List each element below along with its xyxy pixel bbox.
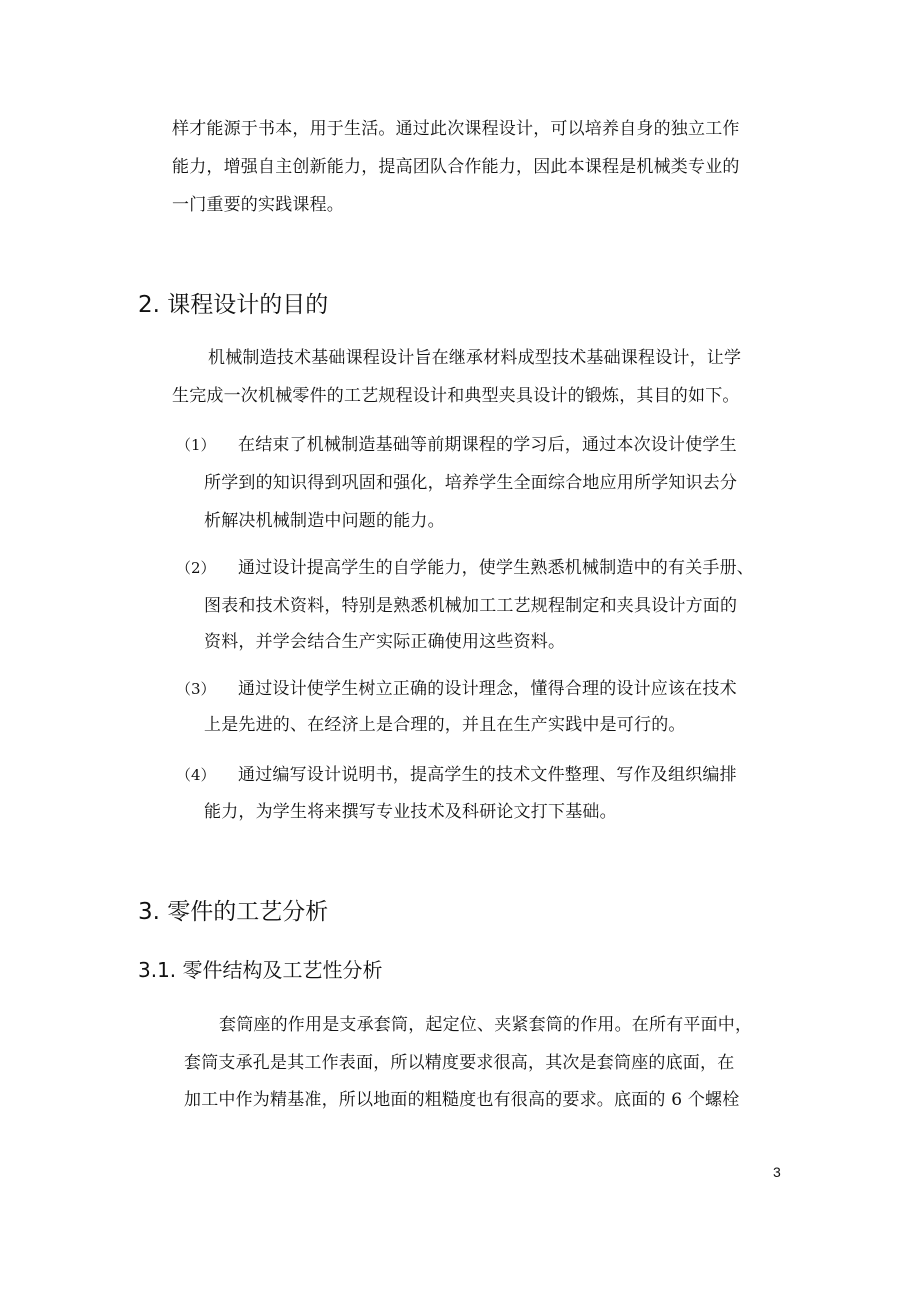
section-heading-2: 2. 课程设计的目的: [138, 292, 329, 318]
text-line: 通过设计提高学生的自学能力，使学生熟悉机械制造中的有关手册、: [238, 558, 754, 578]
text-line: 生完成一次机械零件的工艺规程设计和典型夹具设计的锻炼，其目的如下。: [172, 386, 740, 406]
list-number: （4）: [176, 766, 216, 784]
text-line: 图表和技术资料，特别是熟悉机械加工工艺规程制定和夹具设计方面的: [204, 596, 738, 616]
text-line: 通过设计使学生树立正确的设计理念，懂得合理的设计应该在技术: [238, 679, 737, 699]
text-line: 析解决机械制造中问题的能力。: [204, 511, 445, 531]
text-line: 所学到的知识得到巩固和强化，培养学生全面综合地应用所学知识去分: [204, 473, 738, 493]
text-line: 资料，并学会结合生产实际正确使用这些资料。: [204, 632, 566, 652]
text-line: 加工中作为精基准，所以地面的粗糙度也有很高的要求。底面的 6 个螺栓: [184, 1090, 740, 1110]
text-line: 能力，为学生将来撰写专业技术及科研论文打下基础。: [204, 802, 617, 822]
text-line: 上是先进的、在经济上是合理的，并且在生产实践中是可行的。: [204, 715, 686, 735]
list-number: （1）: [176, 436, 216, 454]
text-line: 在结束了机械制造基础等前期课程的学习后，通过本次设计使学生: [238, 435, 737, 455]
text-line: 套筒座的作用是支承套筒，起定位、夹紧套筒的作用。在所有平面中，: [219, 1015, 753, 1035]
text-line: 能力，增强自主创新能力，提高团队合作能力，因此本课程是机械类专业的: [172, 157, 740, 177]
text-line: 一门重要的实践课程。: [172, 195, 344, 215]
text-line: 套筒支承孔是其工作表面，所以精度要求很高，其次是套筒座的底面，在: [184, 1053, 735, 1073]
list-number: （3）: [176, 680, 216, 698]
text-line: 样才能源于书本，用于生活。通过此次课程设计，可以培养自身的独立工作: [172, 119, 740, 139]
section-heading-3: 3. 零件的工艺分析: [138, 899, 329, 925]
page-number: 3: [773, 1164, 781, 1180]
text-line: 机械制造技术基础课程设计旨在继承材料成型技术基础课程设计，让学: [208, 348, 742, 368]
subsection-heading-3-1: 3.1. 零件结构及工艺性分析: [138, 958, 383, 982]
text-line: 通过编写设计说明书，提高学生的技术文件整理、写作及组织编排: [238, 765, 737, 785]
list-number: （2）: [176, 559, 216, 577]
